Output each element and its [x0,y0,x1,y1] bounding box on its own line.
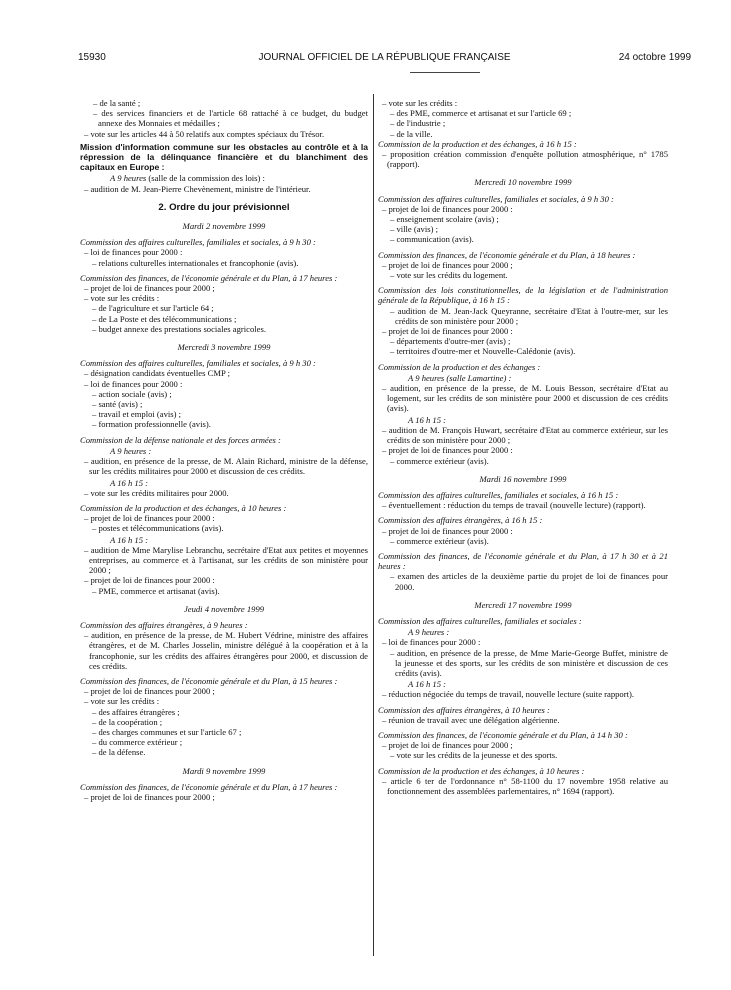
agenda-item: – ville (avis) ; [390,224,438,235]
agenda-item: – audition, en présence de la presse, de Mme Marie-George Buffet, ministre de la jeunesse et des sports, sur les crédits de son ministère et discussion de ces crédits (avis). [390,647,668,678]
committee-name: Commission des affaires culturelles, familiales et sociales, à 16 h 15 : [378,489,619,500]
agenda-item: – examen des articles de la deuxième partie du projet de loi de finances pour 2000. [390,571,668,592]
agenda-item: – projet de loi de finances pour 2000 ; [84,283,215,294]
committee-name: Commission des lois constitutionnelles, de la législation et de l'administration générale de la République, à 16 h 15 : [378,285,668,306]
committee-block [80,435,368,498]
agenda-item: – des charges communes et sur l'article 67 ; [92,726,242,737]
agenda-item: – projet de loi de finances pour 2000 : [382,203,513,214]
day-heading: Mardi 2 novembre 1999 [182,221,266,232]
agenda-item: – article 6 ter de l'ordonnance n° 58-1100 du 17 novembre 1958 relative au fonctionnement des assemblées parlementaires, n° 1694 (rapport). [382,775,668,796]
agenda-item: – projet de loi de finances pour 2000 ; [382,740,513,751]
agenda-item: – projet de loi de finances pour 2000 ; [84,791,215,802]
committee-block [378,551,668,592]
agenda-item: – PME, commerce et artisanat (avis). [92,585,220,596]
committee-block [378,730,668,761]
committee-name: Commission de la production et des échanges : [378,361,541,372]
section-title: 2. Ordre du jour prévisionnel [158,201,290,213]
right-top-blocks [378,139,668,170]
time-slot: A 9 heures : [110,445,152,456]
right-days [378,177,668,796]
agenda-item: – budget annexe des prestations sociales agricoles. [92,323,266,334]
agenda-item: – action sociale (avis) ; [92,388,172,399]
committee-name: Commission des finances, de l'économie générale et du Plan, à 15 heures : [80,675,338,686]
agenda-item: – formation professionnelle (avis). [92,419,211,430]
agenda-item: – de La Poste et des télécommunications ; [92,313,237,324]
agenda-item: – éventuellement : réduction du temps de travail (nouvelle lecture) (rapport). [382,500,646,511]
committee-name: Commission des affaires culturelles, familiales et sociales, à 9 h 30 : [80,237,316,248]
agenda-item: – territoires d'outre-mer et Nouvelle-Calédonie (avis). [390,346,576,357]
agenda-item: – vote sur les crédits : [84,293,160,304]
agenda-item: – projet de loi de finances pour 2000 : [382,445,513,456]
issue-date: 24 octobre 1999 [618,52,691,63]
agenda-item: – projet de loi de finances pour 2000 : [84,575,215,586]
agenda-item: – audition, en présence de la presse, de M. Louis Besson, secrétaire d'Etat au logement, sur les crédits de son ministère pour 2000 et discussion de ces crédits (avis). [382,383,668,414]
committee-block [378,616,668,700]
committee-block [80,273,368,334]
agenda-item: – audition de Mme Marylise Lebranchu, secrétaire d'Etat aux petites et moyennes entreprises, au commerce et à l'artisanat, sur les crédits de son ministère pour 2000 ; [84,544,368,576]
committee-block [80,358,368,429]
committee-block [80,620,368,671]
agenda-item: – proposition création commission d'enquête pollution atmosphérique, n° 1785 (rapport). [382,149,668,170]
committee-name: Commission des affaires étrangères, à 9 heures : [80,619,248,630]
right-column [378,98,668,801]
committee-block [378,490,668,510]
mission-time-hour: A 9 heures [110,173,147,184]
mission-time [80,173,368,183]
agenda-item: – vote sur les crédits militaires pour 2000. [84,487,229,498]
committee-name: Commission de la défense nationale et des forces armées : [80,434,281,445]
day-heading: Mercredi 10 novembre 1999 [474,177,572,188]
page-header [78,52,691,68]
agenda-item: – vote sur les crédits du logement. [390,270,508,281]
agenda-item: – de l'agriculture et sur l'article 64 ; [92,303,214,314]
day-heading: Mercredi 17 novembre 1999 [474,599,572,610]
committee-name: Commission des finances, de l'économie générale et du Plan, à 17 heures : [80,781,338,792]
agenda-item: – désignation candidats éventuelles CMP ; [84,368,230,379]
left-days [80,221,368,802]
page-number: 15930 [78,52,106,63]
committee-name: Commission des finances, de l'économie générale et du Plan, à 14 h 30 : [378,729,628,740]
mission-item: – audition de M. Jean-Pierre Chevènement, ministre de l'intérieur. [84,183,311,194]
committee-name: Commission des affaires étrangères, à 16 h 15 : [378,515,543,526]
mission-time-room: (salle de la commission des lois) : [146,173,265,184]
agenda-item: – des affaires étrangères ; [92,706,180,717]
committee-name: Commission des affaires culturelles, familiales et sociales, à 9 h 30 : [80,358,316,369]
day-heading: Mardi 16 novembre 1999 [479,473,567,484]
committee-name: Commission des finances, de l'économie générale et du Plan, à 18 heures : [378,249,636,260]
committee-name: Commission de la production et des échanges, à 10 heures : [80,502,287,513]
committee-block [378,705,668,725]
agenda-item: – départements d'outre-mer (avis) ; [390,336,511,347]
time-slot: A 9 heures (salle Lamartine) : [408,372,512,383]
time-slot: A 16 h 15 : [110,534,149,545]
day-heading: Jeudi 4 novembre 1999 [183,603,265,614]
time-slot: A 16 h 15 : [110,477,149,488]
committee-block [80,503,368,596]
time-slot: A 16 h 15 : [408,679,447,690]
agenda-item: – réunion de travail avec une délégation algérienne. [382,714,560,725]
agenda-item: – projet de loi de finances pour 2000 ; [382,259,513,270]
agenda-item: – commerce extérieur (avis). [390,455,489,466]
committee-name: Commission de la production et des échanges, à 16 h 15 : [378,138,577,149]
committee-block [378,194,668,245]
time-slot: A 16 h 15 : [408,414,447,425]
agenda-item: – relations culturelles internationales et francophonie (avis). [92,257,299,268]
committee-name: Commission des affaires étrangères, à 10 heures : [378,704,550,715]
agenda-item: – communication (avis). [390,234,474,245]
right-top-list [378,98,668,139]
agenda-item: – vote sur les crédits : [382,98,458,108]
agenda-item: – vote sur les crédits : [84,696,160,707]
agenda-item: – audition de M. Jean-Jack Queyranne, secrétaire d'Etat à l'outre-mer, sur les crédits de son ministère pour 2000 ; [390,305,668,326]
agenda-item: – santé (avis) ; [92,399,143,410]
agenda-item: – loi de finances pour 2000 : [84,247,183,258]
agenda-item: – loi de finances pour 2000 : [382,637,481,648]
day-heading: Mercredi 3 novembre 1999 [177,342,271,353]
committee-name: Commission des affaires culturelles, familiales et sociales : [378,615,582,626]
committee-block [378,250,668,281]
committee-block [378,139,668,170]
agenda-item: – projet de loi de finances pour 2000 ; [84,686,215,697]
time-slot: A 9 heures : [408,627,450,638]
committee-block [378,766,668,797]
left-column [80,98,368,807]
mission-title: Mission d'information commune sur les obstacles au contrôle et à la répression de la délinquance financière et du blanchiment des capitaux en Europe : [80,141,368,173]
committee-block [378,515,668,546]
agenda-item: – de l'industrie ; [390,118,446,129]
list-item: – vote sur les articles 44 à 50 relatifs aux comptes spéciaux du Trésor. [84,128,325,139]
journal-title: JOURNAL OFFICIEL DE LA RÉPUBLIQUE FRANÇAISE [258,52,511,63]
committee-name: Commission de la production et des échanges, à 10 heures : [378,765,585,776]
agenda-item: – du commerce extérieur ; [92,737,183,748]
column-divider [373,94,374,956]
committee-name: Commission des finances, de l'économie générale et du Plan, à 17 h 30 et à 21 heures : [378,550,668,572]
agenda-item: – de la défense. [92,747,146,758]
agenda-item: – projet de loi de finances pour 2000 : [382,525,513,536]
committee-block [378,362,668,466]
agenda-item: – loi de finances pour 2000 : [84,378,183,389]
agenda-item: – audition de M. François Huwart, secrétaire d'Etat au commerce extérieur, sur les crédits de son ministère pour 2000 ; [382,424,668,446]
list-item: – des services financiers et de l'article 68 rattaché à ce budget, du budget annexe des Monnaies et médailles ; [93,108,368,129]
agenda-item: – de la coopération ; [92,716,163,727]
committee-name: Commission des finances, de l'économie générale et du Plan, à 17 heures : [80,272,338,283]
agenda-item: – postes et télécommunications (avis). [92,523,224,534]
committee-block [80,782,368,802]
list-item: – de la santé ; [93,98,141,108]
left-top-list [80,98,368,139]
agenda-item: – enseignement scolaire (avis) ; [390,214,499,225]
agenda-item: – audition, en présence de la presse, de M. Alain Richard, ministre de la défense, sur les crédits militaires pour 2000 et discussion de ces crédits. [84,456,368,477]
committee-block [80,676,368,758]
agenda-item: – de la ville. [390,128,433,139]
agenda-item: – projet de loi de finances pour 2000 : [382,326,513,337]
committee-name: Commission des affaires culturelles, familiales et sociales, à 9 h 30 : [378,193,614,204]
committee-block [80,237,368,268]
agenda-item: – des PME, commerce et artisanat et sur l'article 69 ; [390,108,572,119]
agenda-item: – projet de loi de finances pour 2000 : [84,513,215,524]
header-rule [410,72,480,73]
committee-block [378,285,668,356]
agenda-item: – commerce extérieur (avis). [390,535,489,546]
agenda-item: – audition, en présence de la presse, de M. Hubert Védrine, ministre des affaires étrangères, et de M. Charles Josselin, ministre délégué à la coopération et à la francophonie, sur les crédits des affaires étrangères pour 2000, et discussion de ces crédits. [84,630,368,671]
agenda-item: – travail et emploi (avis) ; [92,409,182,420]
day-heading: Mardi 9 novembre 1999 [182,765,266,776]
agenda-item: – vote sur les crédits de la jeunesse et des sports. [390,750,558,761]
agenda-item: – réduction négociée du temps de travail, nouvelle lecture (suite rapport). [382,689,634,700]
